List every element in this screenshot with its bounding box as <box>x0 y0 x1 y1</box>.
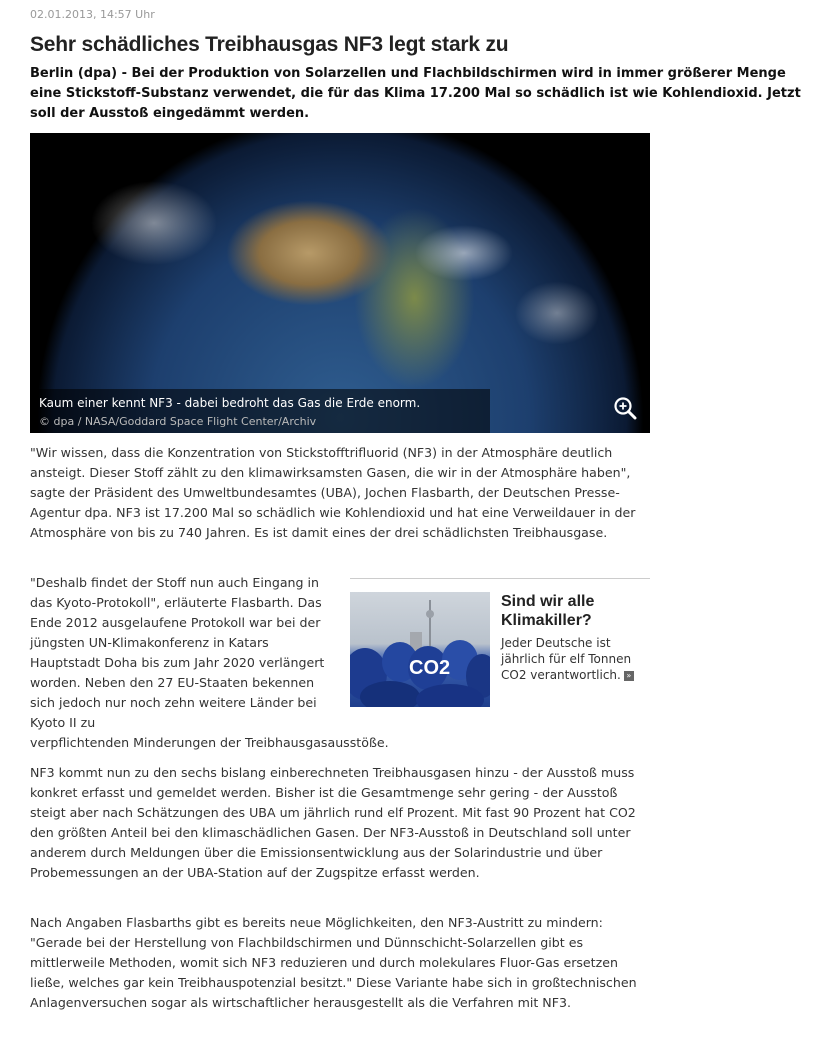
image-caption: Kaum einer kennt NF3 - dabei bedroht das Gas die Erde enorm. <box>39 396 421 410</box>
double-chevron-right-icon[interactable]: » <box>624 671 634 681</box>
article-paragraph: "Deshalb findet der Stoff nun auch Eingang in das Kyoto-Protokoll", erläuterte Flasbarth. Das Ende 2012 ausgelaufene Protokoll war bei der jüngsten UN-Klimakonferenz in Katars Hauptstadt Doha bis zum Jahr 2020 verlängert worden. Neben den 27 EU-Staaten bekennen sich jedoch nur noch zehn weitere Länder bei Kyoto II zu <box>30 575 325 730</box>
zoom-in-icon[interactable] <box>612 395 638 421</box>
teaser-image-text: CO2 <box>409 657 451 679</box>
related-teaser[interactable] <box>350 578 650 709</box>
article-paragraph: Nach Angaben Flasbarths gibt es bereits neue Möglichkeiten, den NF3-Austritt zu mindern: "Gerade bei der Herstellung von Flachbildschirmen und Dünnschicht-Solarzellen gibt es mittlerweile Methoden, womit sich NF3 reduzieren und durch molekulares Fluor-Gas ersetzen ließe, welches gar kein Treibhauspotenzial besitzt." Diese Variante habe sich in großtechnischen Anlagenversuchen sogar als wirtschaftlicher herausgestellt als die Verfahren mit NF3. <box>30 915 637 1010</box>
teaser-title[interactable]: Sind wir alle Klimakiller? <box>501 593 595 629</box>
image-caption-bar <box>30 389 490 433</box>
article-title: Sehr schädliches Treibhausgas NF3 legt stark zu <box>30 33 509 56</box>
article-lead: Berlin (dpa) - Bei der Produktion von Solarzellen und Flachbildschirmen wird in immer größerer Menge eine Stickstoff-Substanz verwendet, die für das Klima 17.200 Mal so schädlich ist wie Kohlendioxid. Jetzt soll der Ausstoß eingedämmt werden. <box>30 66 801 121</box>
teaser-text-content: Jeder Deutsche ist jährlich für elf Tonnen CO2 verantwortlich. <box>501 636 632 682</box>
article-paragraph: verpflichtenden Minderungen der Treibhausgasausstöße. <box>30 735 389 750</box>
article-paragraph: "Wir wissen, dass die Konzentration von Stickstofftrifluorid (NF3) in der Atmosphäre deutlich ansteigt. Dieser Stoff zählt zu den klimawirksamsten Gasen, die wir in der Atmosphäre haben", sagte der Präsident des Umweltbundesamtes (UBA), Jochen Flasbarth, der Deutschen Presse-Agentur dpa. NF3 ist 17.200 Mal so schädlich wie Kohlendioxid und hat eine Verweildauer in der Atmosphäre von bis zu 740 Jahren. Es ist damit eines der drei schädlichsten Treibhausgase. <box>30 445 636 540</box>
teaser-text[interactable] <box>501 635 646 683</box>
teaser-image[interactable] <box>350 592 490 707</box>
hero-image[interactable] <box>30 133 650 433</box>
image-credit: © dpa / NASA/Goddard Space Flight Center/Archiv <box>39 415 317 428</box>
article-paragraph: NF3 kommt nun zu den sechs bislang einberechneten Treibhausgasen hinzu - der Ausstoß muss konkret erfasst und gemeldet werden. Bisher ist die Gesamtmenge sehr gering - der Ausstoß steigt aber nach Schätzungen des UBA um jährlich rund elf Prozent. Mit fast 90 Prozent hat CO2 den größten Anteil bei den klimaschädlichen Gasen. Der NF3-Ausstoß in Deutschland soll unter anderem durch Meldungen über die Emissionsentwicklung aus der Solarindustrie und über Probemessungen an der UBA-Station auf der Zugspitze erfasst werden. <box>30 765 636 880</box>
article-date: 02.01.2013, 14:57 Uhr <box>30 8 155 21</box>
